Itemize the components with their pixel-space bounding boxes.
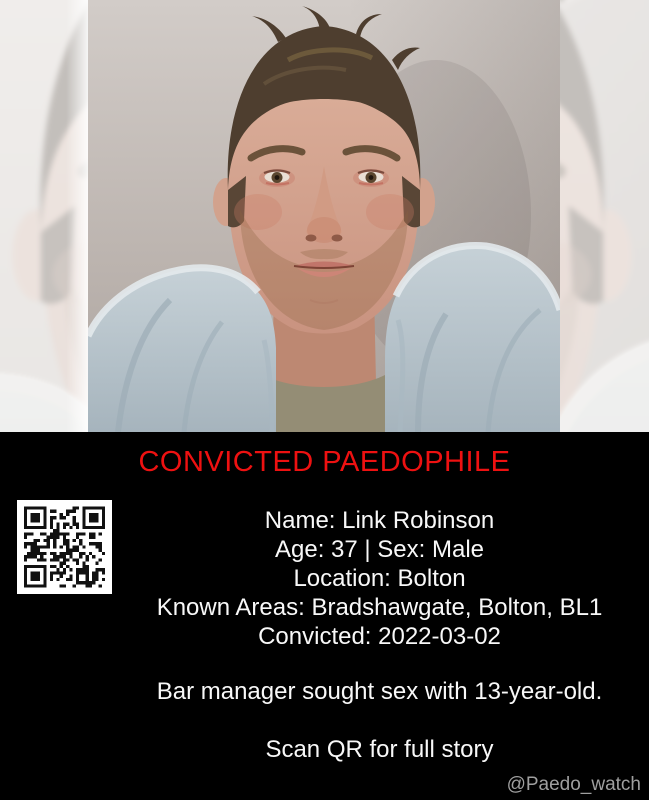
watermark-handle: @Paedo_watch: [506, 774, 641, 795]
offender-details: [110, 506, 649, 651]
info-text-column: [110, 506, 649, 764]
info-panel: [0, 432, 649, 800]
detail-location: Location: Bolton: [293, 565, 466, 592]
qr-code-image: [17, 500, 112, 594]
faded-photo-band-right: [560, 0, 649, 432]
detail-age-sex: Age: 37 | Sex: Male: [274, 536, 484, 563]
faded-portrait-right: [560, 0, 649, 432]
mugshot-photo: [88, 0, 560, 432]
detail-convicted-date: Convicted: 2022-03-02: [258, 623, 501, 650]
scan-instruction: Scan QR for full story: [265, 736, 494, 763]
detail-name: Name: Link Robinson: [264, 507, 495, 534]
qr-code-icon: [17, 500, 112, 594]
headline: CONVICTED PAEDOPHILE: [138, 446, 511, 478]
detail-known-areas: Known Areas: Bradshawgate, Bolton, BL1: [156, 594, 603, 621]
faded-photo-band-left: [0, 0, 88, 432]
faded-portrait-left: [0, 0, 88, 432]
mugshot-portrait: [88, 0, 560, 432]
case-summary: Bar manager sought sex with 13-year-old.: [156, 678, 603, 705]
